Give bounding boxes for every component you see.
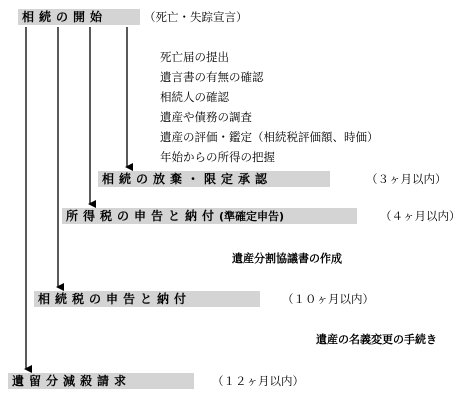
income-tax-box bbox=[62, 208, 357, 224]
income-tax-sub: (準確定申告) bbox=[219, 210, 285, 223]
task-item: 相続人の確認 bbox=[160, 90, 229, 104]
inheritance-start-note: （死亡・失踪宣言） bbox=[144, 10, 248, 24]
task-item: 年始からの所得の把握 bbox=[160, 150, 275, 164]
division-note: 遺産分割協議書の作成 bbox=[232, 252, 342, 265]
renounce-period: （３ヶ月以内） bbox=[366, 172, 447, 186]
name-change-note: 遺産の名義変更の手続き bbox=[316, 333, 437, 346]
task-item: 遺産や債務の調査 bbox=[160, 110, 252, 124]
inheritance-start-label: 相続の開始 bbox=[22, 10, 108, 24]
renounce-label: 相続の放棄・限定承認 bbox=[102, 172, 273, 186]
reserved-portion-box bbox=[8, 373, 194, 389]
income-tax-label: 所得税の申告と納付 bbox=[66, 209, 220, 223]
task-item: 遺言書の有無の確認 bbox=[160, 70, 264, 84]
task-item: 遺産の評価・鑑定（相続税評価額、時価） bbox=[160, 130, 379, 144]
task-item: 死亡届の提出 bbox=[160, 50, 229, 64]
renounce-box bbox=[98, 171, 330, 187]
income-tax-period: （４ヶ月以内） bbox=[380, 209, 461, 223]
inheritance-tax-box bbox=[34, 291, 260, 307]
reserved-portion-label: 遺留分減殺請求 bbox=[12, 374, 132, 388]
inheritance-tax-period: （１０ヶ月以内） bbox=[282, 292, 374, 306]
reserved-portion-period: （１２ヶ月以内） bbox=[212, 374, 304, 388]
inheritance-tax-label: 相続税の申告と納付 bbox=[38, 292, 192, 306]
inheritance-start-box bbox=[18, 9, 140, 25]
